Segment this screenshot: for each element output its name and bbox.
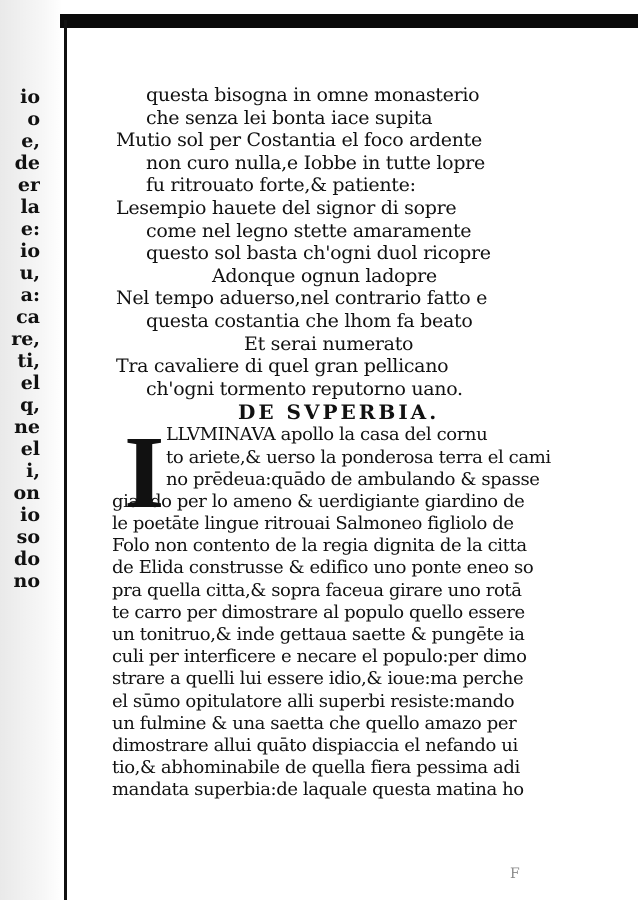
poem-line: questa costantia che lhom fa beato: [146, 309, 473, 332]
poem-line: Nel tempo aduerso,nel contrario fatto e: [116, 287, 488, 310]
fragment-line: io: [20, 504, 40, 526]
prose-line: dimostrare allui quāto dispiaccia el nefando ui: [112, 734, 518, 756]
prose-line: te carro per dimostrare al populo quello essere: [112, 601, 525, 623]
poem-line: Tra cavaliere di quel gran pellicano: [116, 355, 449, 378]
prose-line: giando per lo ameno & uerdigiante giardino de: [112, 490, 525, 512]
poem-line: fu ritrouato forte,& patiente:: [146, 174, 416, 197]
prose-line: no prēdeua:quādo de ambulando & spasse: [166, 468, 540, 490]
fragment-line: do: [14, 548, 40, 570]
fragment-line: ti,: [17, 350, 40, 372]
fragment-line: ca: [16, 306, 40, 328]
fragment-line: e:: [20, 218, 40, 240]
signature-mark: F: [510, 866, 520, 882]
fragment-line: el: [20, 438, 40, 460]
prose-line: un fulmine & una saetta che quello amazo per: [112, 712, 517, 734]
right-page-text: [112, 84, 602, 802]
fragment-line: i,: [26, 460, 40, 482]
fragment-line: on: [13, 482, 40, 504]
fragment-line: no: [13, 570, 40, 592]
fragment-line: io: [20, 240, 40, 262]
prose-section: [112, 415, 582, 801]
poem-line: Et serai numerato: [244, 332, 414, 355]
fragment-line: so: [16, 526, 40, 548]
fragment-line: io: [20, 86, 40, 108]
poem-line: questo sol basta ch'ogni duol ricopre: [146, 242, 491, 265]
fragment-line: er: [17, 174, 40, 196]
fragment-line: q,: [20, 394, 40, 416]
prose-line: mandata superbia:de laquale questa matina ho: [112, 779, 524, 801]
fragment-line: la: [20, 196, 40, 218]
poem-line: Adonque ognun ladopre: [212, 264, 437, 287]
prose-line: culi per interficere e necare el populo:per dimo: [112, 646, 527, 668]
poem-line: non curo nulla,e Iobbe in tutte lopre: [146, 151, 485, 174]
left-page-fragments: [0, 86, 40, 592]
prose-line: un tonitruo,& inde gettaua saette & pungēte ia: [112, 624, 525, 645]
prose-line: de Elida construsse & edifico uno ponte eneo so: [112, 557, 534, 579]
poem-line: Lesempio hauete del signor di sopre: [116, 196, 457, 219]
fragment-line: re,: [11, 328, 40, 350]
page-top-edge: [60, 14, 638, 28]
prose-line: strare a quelli lui essere idio,& ioue:ma perche: [112, 668, 524, 690]
poem-line: come nel legno stette amaramente: [146, 219, 472, 242]
prose-line: le poetāte lingue ritrouai Salmoneo figliolo de: [112, 513, 514, 535]
poem-line: questa bisogna in omne monasterio: [146, 84, 480, 106]
fragment-line: a:: [20, 284, 40, 306]
drop-cap-initial: I: [124, 415, 165, 531]
prose-line: LLVMINAVA apollo la casa del cornu: [166, 424, 488, 446]
prose-line: pra quella citta,& sopra faceua girare uno rotā: [112, 579, 522, 601]
prose-line: el sūmo opitulatore alli superbi resiste:mando: [112, 690, 515, 712]
section-heading: DE SVPERBIA.: [238, 400, 440, 425]
fragment-line: u,: [19, 262, 40, 284]
prose-line: to ariete,& uerso la ponderosa terra el cami: [166, 446, 551, 468]
poem-line: ch'ogni tormento reputorno uano.: [146, 377, 463, 400]
spine-line: [64, 20, 67, 900]
poem-line: che senza lei bonta iace supita: [146, 106, 433, 129]
fragment-line: ne: [14, 416, 40, 438]
prose-line: Folo non contento de la regia dignita de la citta: [112, 535, 527, 557]
prose-line: tio,& abhominabile de quella fiera pessima adi: [112, 757, 520, 779]
fragment-line: el: [20, 372, 40, 394]
poem-stanza: [112, 84, 602, 400]
fragment-line: e,: [21, 130, 40, 152]
poem-line: Mutio sol per Costantia el foco ardente: [116, 129, 482, 152]
fragment-line: de: [14, 152, 40, 174]
fragment-line: o: [27, 108, 40, 130]
